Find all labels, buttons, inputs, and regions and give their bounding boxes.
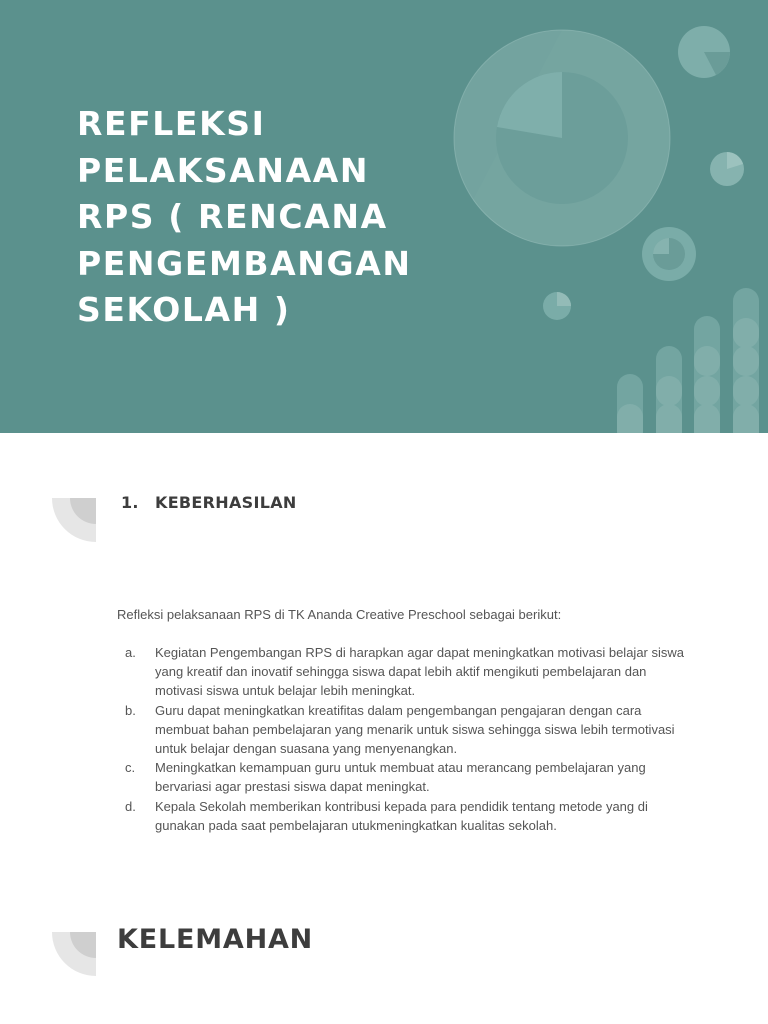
pie-icon-small <box>678 26 730 78</box>
donut-chart-icon <box>454 30 670 246</box>
quarter-ring-icon <box>52 932 96 976</box>
list-marker: a. <box>125 645 136 660</box>
reflection-list <box>117 643 697 835</box>
list-item-text: Kegiatan Pengembangan RPS di harapkan agar dapat meningkatkan motivasi belajar siswa yang kreatif dan inovatif sehingga siswa dapat lebih aktif mengikuti pembelajaran dan motivasi siswa untuk belajar lebih meningkat. <box>155 645 684 699</box>
list-item-text: Kepala Sekolah memberikan kontribusi kepada para pendidik tentang metode yang di gunakan pada saat pembelajaran utukmeningkatkan kualitas sekolah. <box>155 798 648 833</box>
section-number: 1. <box>121 493 139 512</box>
ring-icon-tiny <box>543 292 571 320</box>
ring-icon <box>642 227 696 281</box>
list-item <box>117 701 697 759</box>
section-heading-kelemahan: KELEMAHAN <box>117 924 314 955</box>
intro-paragraph: Refleksi pelaksanaan RPS di TK Ananda Creative Preschool sebagai berikut: <box>117 607 562 622</box>
section-heading-text: KEBERHASILAN <box>155 493 297 512</box>
list-item-text: Meningkatkan kemampuan guru untuk membuat atau merancang pembelajaran yang bervariasi agar prestasi siswa dapat meningkat. <box>155 760 646 795</box>
list-item <box>117 758 697 796</box>
section-heading-keberhasilan <box>121 493 297 512</box>
list-marker: d. <box>125 798 136 814</box>
title-banner <box>0 0 768 433</box>
page-title: REFLEKSI PELAKSANAAN RPS ( RENCANA PENGEMBANGAN SEKOLAH ) <box>77 104 412 329</box>
list-item <box>117 643 697 701</box>
list-item <box>117 797 697 835</box>
list-item-text: Guru dapat meningkatkan kreatifitas dalam pengembangan pengajaran dengan cara membuat bahan pembelajaran yang menarik untuk siswa sehingga siswa lebih termotivasi untuk belajar dengan suasana yang menyenangkan. <box>155 702 675 757</box>
list-marker: b. <box>125 702 136 718</box>
pie-icon-tiny <box>710 152 744 186</box>
quarter-ring-icon <box>52 498 96 542</box>
list-marker: c. <box>125 760 136 776</box>
